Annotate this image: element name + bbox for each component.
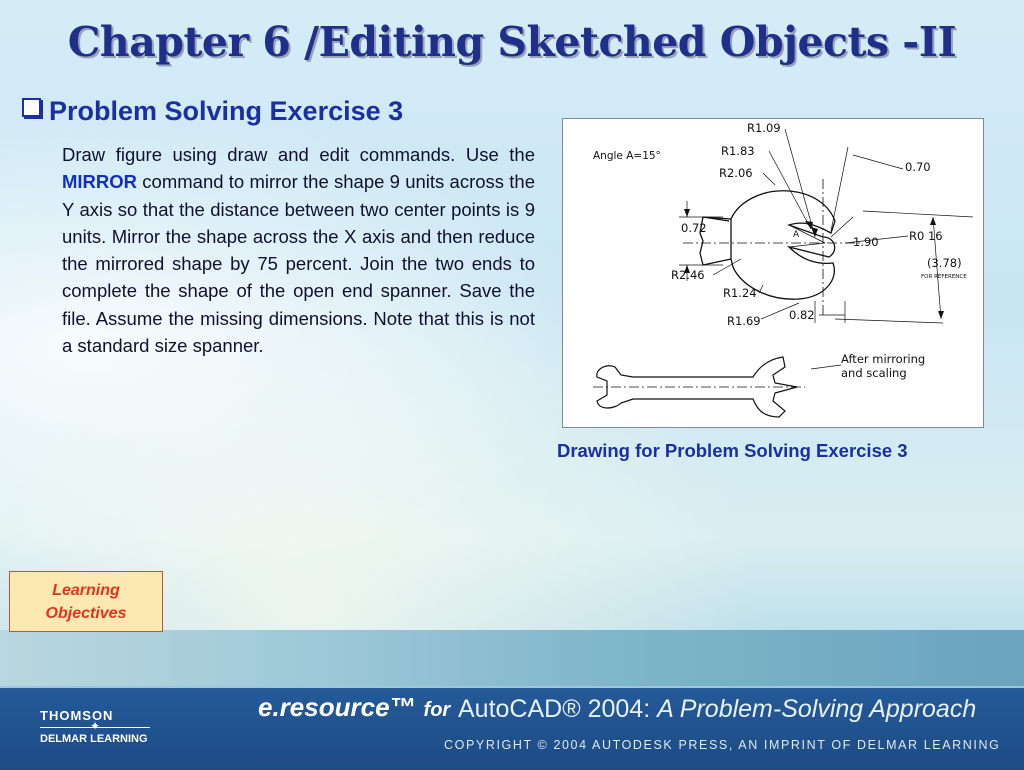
and-scaling-note: and scaling (841, 366, 907, 380)
thomson-delmar-logo (40, 708, 170, 745)
dim-070: 0.70 (905, 160, 931, 174)
dim-082: 0.82 (789, 308, 815, 322)
dim-r183: R1.83 (721, 144, 755, 158)
product-title (458, 695, 976, 724)
dim-r109: R1.09 (747, 121, 781, 135)
dim-r206: R2.06 (719, 166, 753, 180)
background-strip (0, 630, 1024, 686)
learning-objectives-line1: Learning (52, 581, 120, 599)
mirror-keyword: MIRROR (62, 171, 138, 193)
slide-title: Chapter 6 /Editing Sketched Objects -II (67, 18, 957, 66)
dim-378: (3.78) (927, 256, 962, 270)
exercise-heading (22, 96, 403, 127)
logo-star-icon (40, 727, 150, 728)
checkbox-bullet-icon (22, 98, 41, 117)
dim-072: 0.72 (681, 221, 707, 235)
description-part-1: Draw figure using draw and edit commands. Use the (62, 144, 535, 165)
footer-bar (0, 686, 1024, 770)
copyright-notice: COPYRIGHT © 2004 AUTODESK PRESS, AN IMPRINT OF DELMAR LEARNING (444, 738, 1001, 752)
after-mirroring-note: After mirroring (841, 352, 926, 366)
exercise-description (62, 141, 535, 359)
exercise-heading-text: Problem Solving Exercise 3 (49, 96, 404, 126)
description-part-2: command to mirror the shape 9 units across the Y axis so that the distance between two center points is 9 units. Mirror the shape across the X axis and then reduce the mirrored shape by 75 percent. Join the two ends to complete the shape of the open end spanner. Save the file. Assume the missing dimensions. Note that this is not a standard size spanner. (62, 171, 535, 357)
dim-r016: R0 16 (909, 229, 943, 243)
learning-objectives-line2: Objectives (45, 604, 127, 622)
dim-r124: R1.24 (723, 286, 757, 300)
product-name: AutoCAD® 2004: (458, 695, 651, 723)
dim-angle: Angle A=15° (593, 150, 661, 162)
figure-caption: Drawing for Problem Solving Exercise 3 (557, 440, 908, 461)
dim-r169: R1.69 (727, 314, 761, 328)
eresource-text: e.resource™ (258, 692, 416, 722)
for-reference-note: FOR REFERENCE (921, 274, 967, 280)
product-subtitle: A Problem-Solving Approach (657, 695, 977, 723)
dim-r246: R2.46 (671, 268, 705, 282)
dim-190: 1.90 (853, 235, 879, 249)
learning-objectives-button[interactable] (9, 571, 163, 632)
angle-label-a: A (793, 230, 800, 240)
eresource-brand (258, 692, 450, 723)
logo-thomson: THOMSON (40, 708, 114, 723)
spanner-drawing (562, 118, 984, 428)
logo-delmar: DELMAR LEARNING (40, 733, 148, 745)
for-text: for (423, 699, 451, 721)
spanner-drawing-svg (563, 119, 983, 427)
